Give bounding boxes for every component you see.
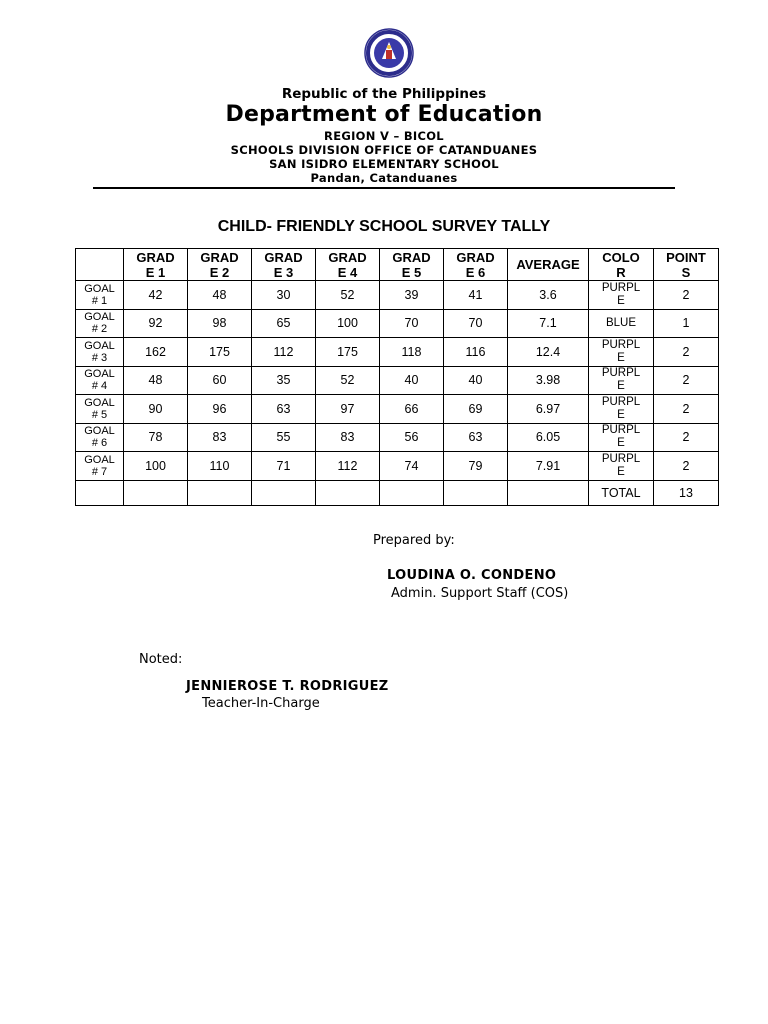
column-header: GRADE 4 <box>316 249 380 281</box>
survey-tally-table <box>75 248 719 506</box>
grade6-cell: 79 <box>444 452 508 481</box>
average-cell: 3.6 <box>508 281 589 310</box>
points-cell: 2 <box>654 281 719 310</box>
average-cell: 12.4 <box>508 338 589 367</box>
grade6-cell: 116 <box>444 338 508 367</box>
average-cell: 3.98 <box>508 366 589 395</box>
column-header: COLOR <box>589 249 654 281</box>
noted-by-name: JENNIEROSE T. RODRIGUEZ <box>186 679 389 694</box>
grade5-cell: 118 <box>380 338 444 367</box>
points-cell: 2 <box>654 338 719 367</box>
empty-cell <box>316 480 380 505</box>
average-cell: 7.1 <box>508 309 589 338</box>
location-heading: Pandan, Catanduanes <box>310 171 458 185</box>
republic-heading: Republic of the Philippines <box>281 86 487 102</box>
color-cell: PURPLE <box>589 423 654 452</box>
grade3-cell: 35 <box>252 366 316 395</box>
grade2-cell: 48 <box>188 281 252 310</box>
grade5-cell: 39 <box>380 281 444 310</box>
grade3-cell: 30 <box>252 281 316 310</box>
empty-cell <box>444 480 508 505</box>
column-header: GRADE 3 <box>252 249 316 281</box>
grade6-cell: 41 <box>444 281 508 310</box>
grade5-cell: 70 <box>380 309 444 338</box>
grade2-cell: 110 <box>188 452 252 481</box>
goal-cell: GOAL # 4 <box>76 366 124 395</box>
column-header: POINTS <box>654 249 719 281</box>
color-cell: BLUE <box>589 309 654 338</box>
goal-cell: GOAL # 7 <box>76 452 124 481</box>
region-heading: REGION V – BICOL <box>324 129 444 143</box>
grade5-cell: 40 <box>380 366 444 395</box>
goal-cell: GOAL # 5 <box>76 395 124 424</box>
column-header: GRADE 1 <box>124 249 188 281</box>
points-cell: 2 <box>654 366 719 395</box>
table-header-row <box>76 249 719 281</box>
points-cell: 2 <box>654 423 719 452</box>
noted-label: Noted: <box>139 652 183 667</box>
grade5-cell: 56 <box>380 423 444 452</box>
grade1-cell: 78 <box>124 423 188 452</box>
grade3-cell: 71 <box>252 452 316 481</box>
grade3-cell: 112 <box>252 338 316 367</box>
average-cell: 6.05 <box>508 423 589 452</box>
grade2-cell: 96 <box>188 395 252 424</box>
grade1-cell: 92 <box>124 309 188 338</box>
grade2-cell: 60 <box>188 366 252 395</box>
column-header: GRADE 6 <box>444 249 508 281</box>
empty-cell <box>380 480 444 505</box>
grade4-cell: 175 <box>316 338 380 367</box>
empty-cell <box>508 480 589 505</box>
column-header <box>76 249 124 281</box>
empty-cell <box>252 480 316 505</box>
grade1-cell: 162 <box>124 338 188 367</box>
grade1-cell: 100 <box>124 452 188 481</box>
empty-cell <box>188 480 252 505</box>
header-divider <box>93 187 675 189</box>
grade4-cell: 52 <box>316 281 380 310</box>
average-cell: 6.97 <box>508 395 589 424</box>
table-row <box>76 452 719 481</box>
grade4-cell: 100 <box>316 309 380 338</box>
goal-cell: GOAL # 2 <box>76 309 124 338</box>
grade2-cell: 175 <box>188 338 252 367</box>
grade5-cell: 66 <box>380 395 444 424</box>
color-cell: PURPLE <box>589 281 654 310</box>
table-row <box>76 366 719 395</box>
color-cell: PURPLE <box>589 452 654 481</box>
goal-cell: GOAL # 1 <box>76 281 124 310</box>
table-row <box>76 395 719 424</box>
points-cell: 2 <box>654 452 719 481</box>
table-row <box>76 423 719 452</box>
grade4-cell: 52 <box>316 366 380 395</box>
table-row <box>76 309 719 338</box>
grade3-cell: 65 <box>252 309 316 338</box>
grade6-cell: 40 <box>444 366 508 395</box>
color-cell: PURPLE <box>589 338 654 367</box>
grade2-cell: 83 <box>188 423 252 452</box>
deped-seal-icon <box>364 28 414 78</box>
color-cell: PURPLE <box>589 366 654 395</box>
total-label: TOTAL <box>589 480 654 505</box>
color-cell: PURPLE <box>589 395 654 424</box>
empty-cell <box>76 480 124 505</box>
grade6-cell: 69 <box>444 395 508 424</box>
prepared-by-position: Admin. Support Staff (COS) <box>391 586 569 601</box>
department-heading: Department of Education <box>225 102 543 127</box>
noted-by-position: Teacher-In-Charge <box>202 696 320 711</box>
total-row <box>76 480 719 505</box>
column-header: AVERAGE <box>508 249 589 281</box>
grade6-cell: 70 <box>444 309 508 338</box>
goal-cell: GOAL # 6 <box>76 423 124 452</box>
empty-cell <box>124 480 188 505</box>
grade1-cell: 48 <box>124 366 188 395</box>
total-points: 13 <box>654 480 719 505</box>
column-header: GRADE 2 <box>188 249 252 281</box>
points-cell: 2 <box>654 395 719 424</box>
grade4-cell: 112 <box>316 452 380 481</box>
school-heading: SAN ISIDRO ELEMENTARY SCHOOL <box>269 157 499 171</box>
table-row <box>76 281 719 310</box>
grade4-cell: 97 <box>316 395 380 424</box>
points-cell: 1 <box>654 309 719 338</box>
grade2-cell: 98 <box>188 309 252 338</box>
grade1-cell: 90 <box>124 395 188 424</box>
grade1-cell: 42 <box>124 281 188 310</box>
survey-title: CHILD- FRIENDLY SCHOOL SURVEY TALLY <box>217 218 551 235</box>
grade4-cell: 83 <box>316 423 380 452</box>
prepared-by-label: Prepared by: <box>373 533 455 548</box>
grade3-cell: 63 <box>252 395 316 424</box>
average-cell: 7.91 <box>508 452 589 481</box>
grade3-cell: 55 <box>252 423 316 452</box>
column-header: GRADE 5 <box>380 249 444 281</box>
grade5-cell: 74 <box>380 452 444 481</box>
prepared-by-name: LOUDINA O. CONDENO <box>387 568 557 583</box>
table-row <box>76 338 719 367</box>
goal-cell: GOAL # 3 <box>76 338 124 367</box>
grade6-cell: 63 <box>444 423 508 452</box>
division-heading: SCHOOLS DIVISION OFFICE OF CATANDUANES <box>230 143 538 157</box>
